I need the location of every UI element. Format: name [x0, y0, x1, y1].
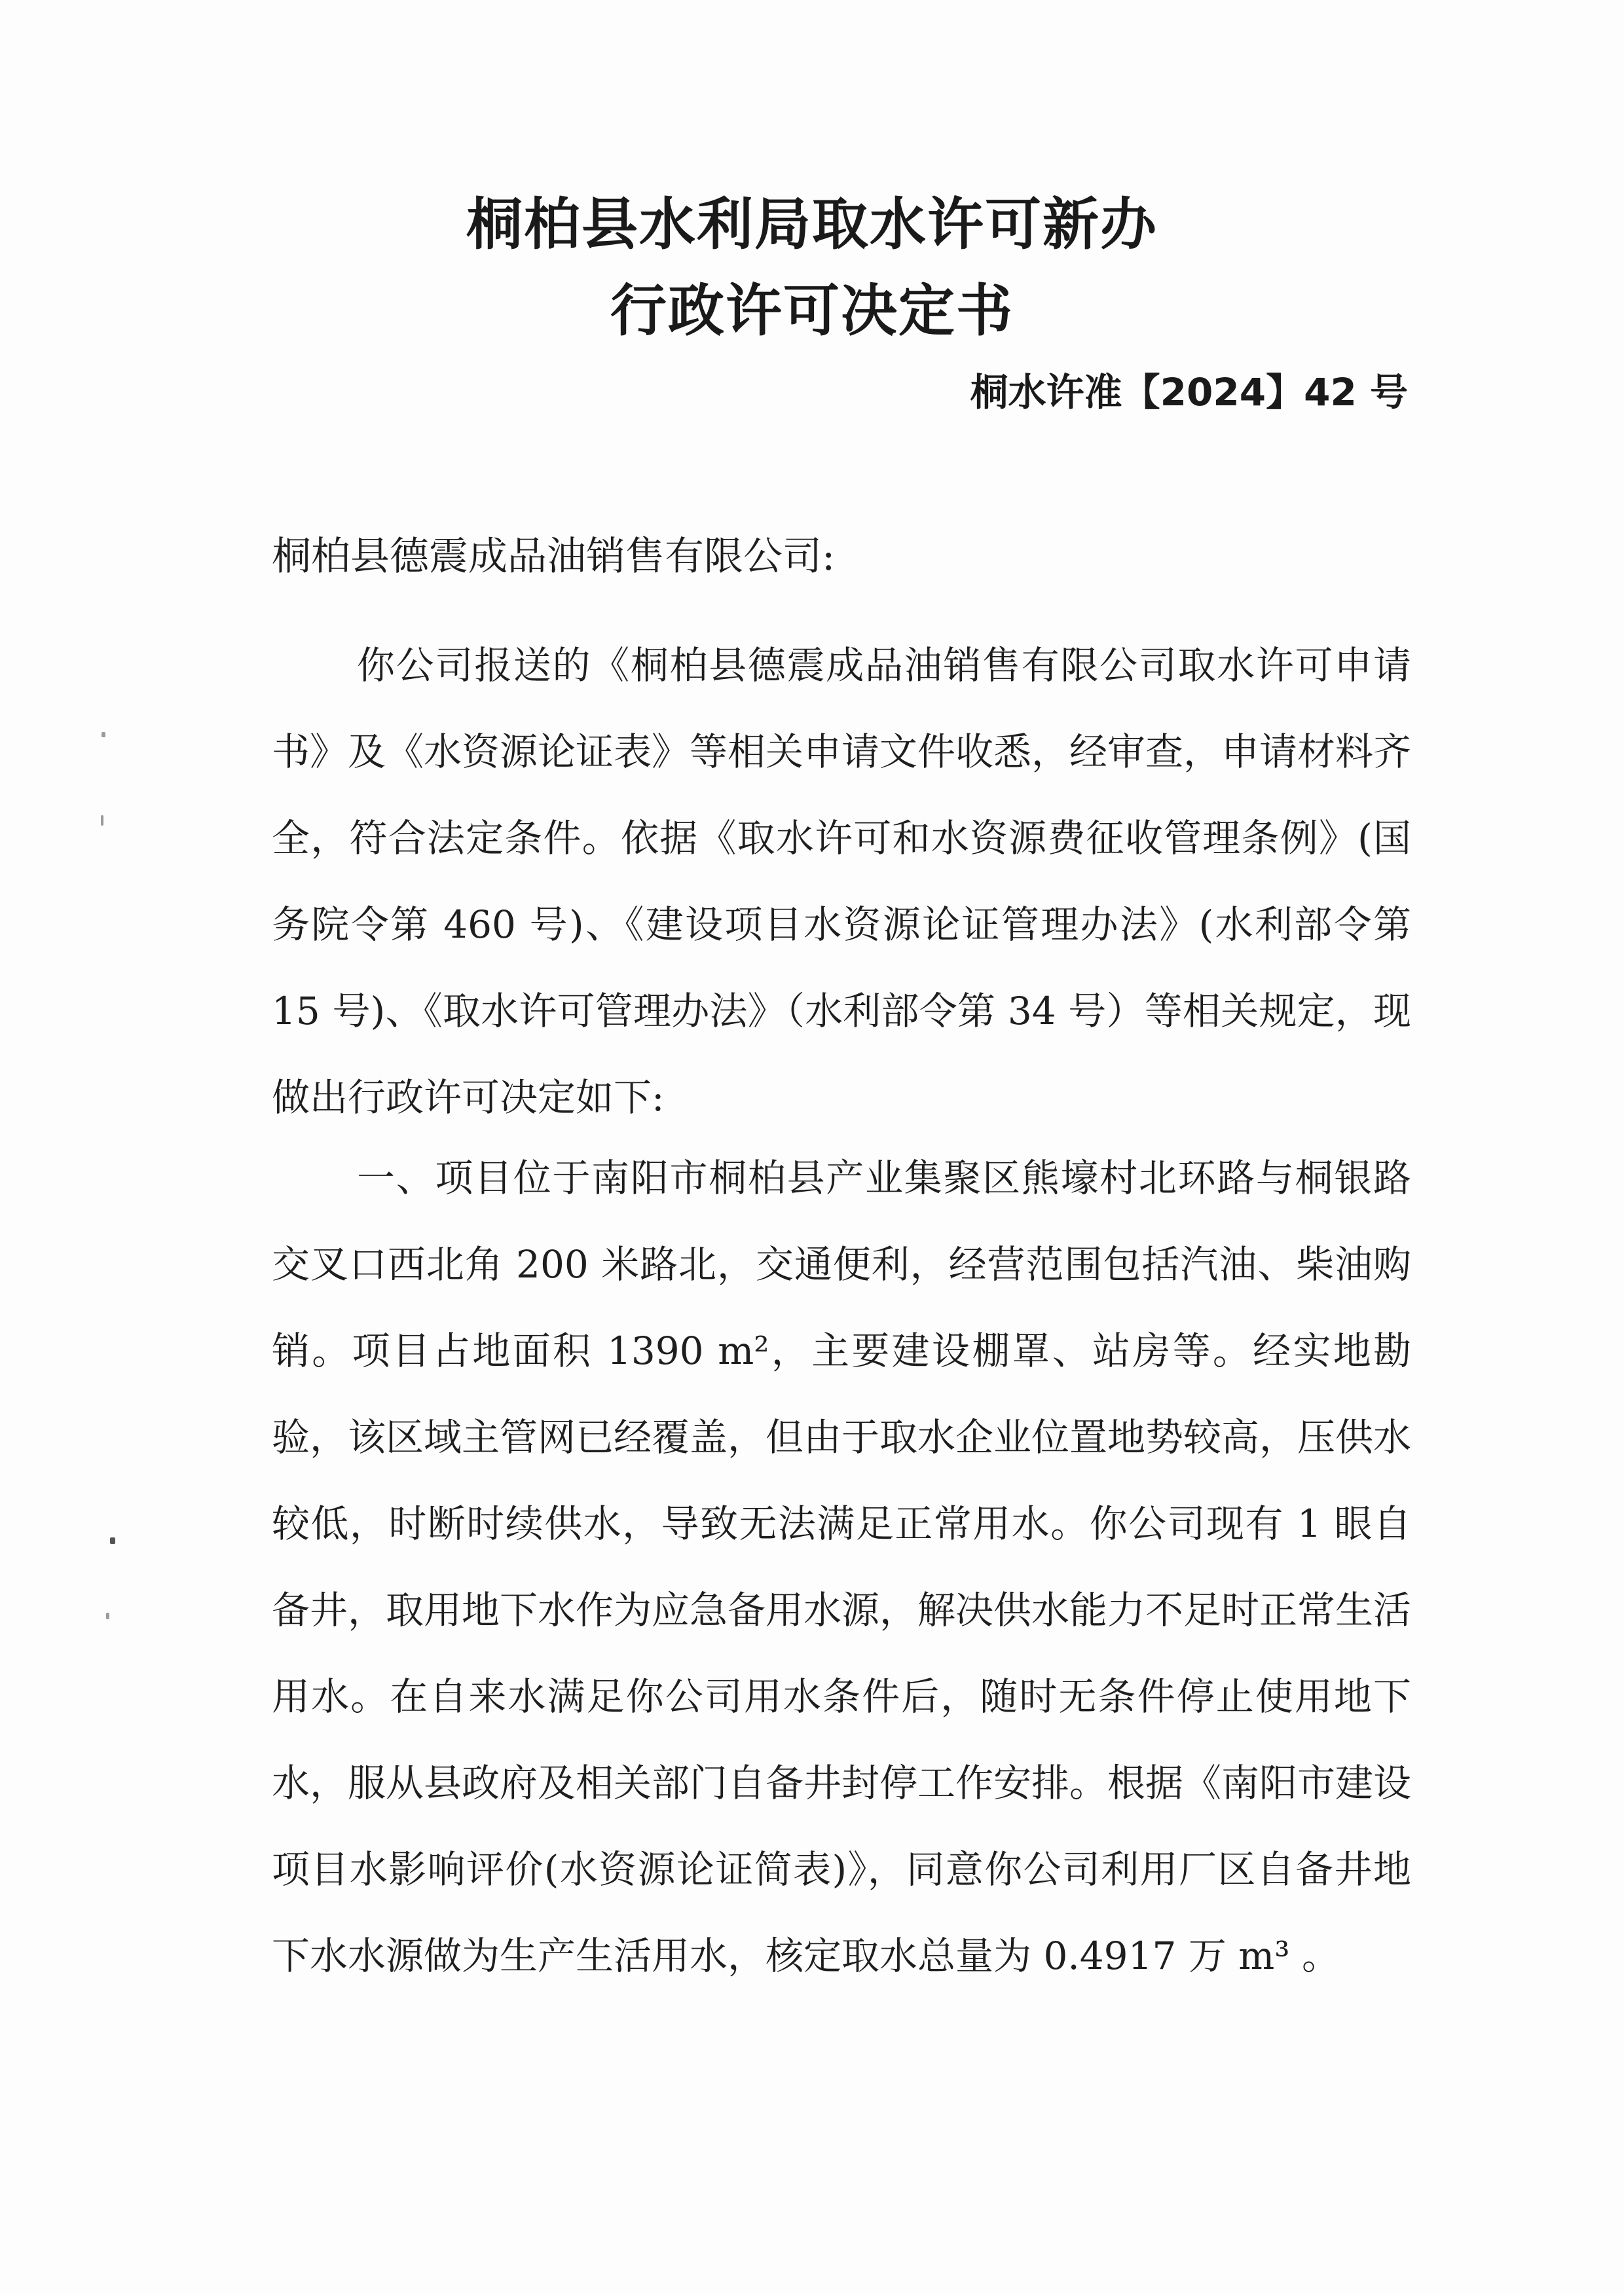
scan-speck: [106, 1613, 109, 1619]
scan-speck: [101, 815, 103, 826]
addressee: 桐柏县德震成品油销售有限公司:: [272, 534, 836, 579]
body-paragraph-1: 你公司报送的《桐柏县德震成品油销售有限公司取水许可申请书》及《水资源论证表》等相关申请文件收悉，经审查，申请材料齐全，符合法定条件。依据《取水许可和水资源费征收管理条例》(国务院令第 460 号)、《建设项目水资源论证管理办法》(水利部令第 15 号)、《取水许可管理办法》（水利部令第 34 号）等相关规定，现做出行政许可决定如下:: [272, 643, 1412, 1120]
document-title-line-1: 桐柏县水利局取水许可新办: [466, 192, 1158, 257]
document-number: 桐水许准【2024】42 号: [970, 370, 1408, 414]
scan-speck: [101, 732, 105, 737]
scan-speck: [110, 1537, 115, 1544]
document-title-line-2: 行政许可决定书: [610, 278, 1014, 344]
body-paragraph-2: 一、项目位于南阳市桐柏县产业集聚区熊壕村北环路与桐银路交叉口西北角 200 米路北，交通便利，经营范围包括汽油、柴油购销。项目占地面积 1390 m²，主要建设棚罩、站房等。经实地勘验，该区域主管网已经覆盖，但由于取水企业位置地势较高，压供水较低，时断时续供水，导致无法满足正常用水。你公司现有 1 眼自备井，取用地下水作为应急备用水源，解决供水能力不足时正常生活用水。在自来水满足你公司用水条件后，随时无条件停止使用地下水，服从县政府及相关部门自备井封停工作安排。根据《南阳市建设项目水影响评价(水资源论证简表)》，同意你公司利用厂区自备井地下水水源做为生产生活用水，核定取水总量为 0.4917 万 m³ 。: [272, 1156, 1412, 1978]
